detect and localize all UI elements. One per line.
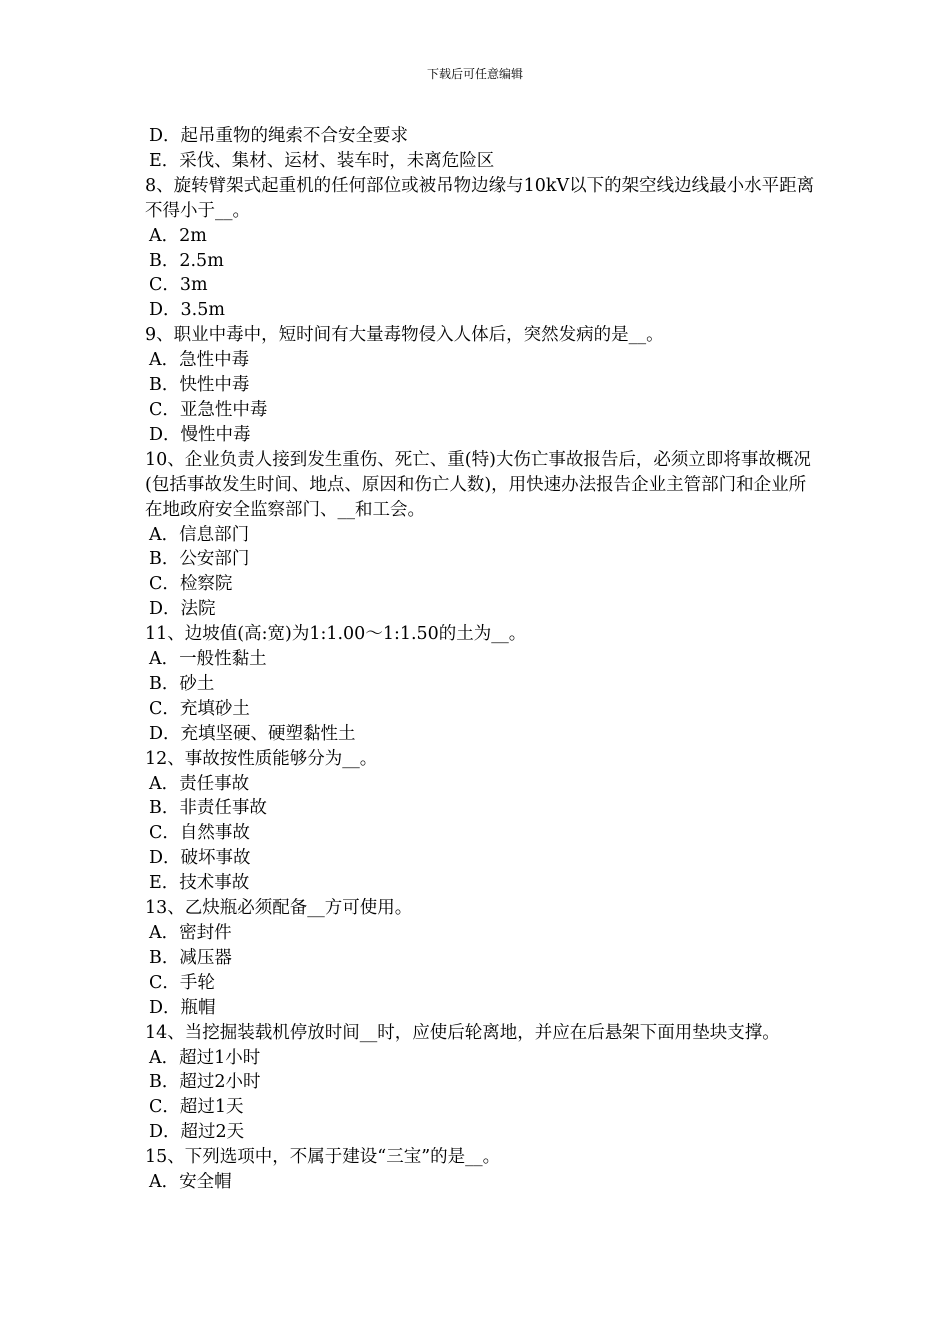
option-line: C．3m — [149, 275, 208, 296]
option-line: C．检察院 — [149, 574, 233, 595]
option-line: D．慢性中毒 — [149, 424, 251, 445]
option-line: B．砂土 — [149, 673, 215, 694]
question-line: 12、事故按性质能够分为__。 — [145, 748, 378, 769]
option-line: D．法院 — [149, 599, 216, 620]
option-line: D．起吊重物的绳索不合安全要求 — [149, 126, 409, 146]
option-line: C．亚急性中毒 — [149, 399, 268, 420]
option-line: D．破坏事故 — [149, 848, 251, 869]
option-line: A．信息部门 — [149, 524, 250, 545]
option-line: C．手轮 — [149, 972, 215, 993]
option-line: B．公安部门 — [149, 549, 250, 570]
option-line: B．减压器 — [149, 947, 232, 968]
option-line: B．2.5m — [149, 250, 224, 271]
option-line: B．超过2小时 — [149, 1072, 261, 1093]
option-line: A．责任事故 — [149, 773, 250, 794]
question-line: 10、企业负责人接到发生重伤、死亡、重(特)大伤亡事故报告后，必须立即将事故概况(包括事故发生时间、地点、原因和伤亡人数)，用快速办法报告企业主管部门和企业所在地政府安全监察部门、__和工会。 — [145, 449, 811, 520]
question-line: 11、边坡值(高:宽)为1:1.00～1:1.50的土为__。 — [145, 624, 527, 645]
option-line: A．密封件 — [149, 923, 232, 943]
option-line: E．技术事故 — [149, 873, 250, 894]
option-line: D．超过2天 — [149, 1122, 245, 1143]
option-line: E．采伐、集材、运材、装车时，未离危险区 — [149, 150, 495, 171]
option-line: B．非责任事故 — [149, 798, 267, 819]
document-body — [145, 124, 815, 1195]
option-line: A．超过1小时 — [149, 1047, 261, 1068]
option-line: C．自然事故 — [149, 823, 250, 844]
option-line: D．3.5m — [149, 300, 225, 321]
question-line: 13、乙炔瓶必须配备__方可使用。 — [145, 898, 413, 919]
question-line: 9、职业中毒中，短时间有大量毒物侵入人体后，突然发病的是__。 — [145, 325, 664, 346]
option-line: D．充填坚硬、硬塑黏性土 — [149, 723, 356, 744]
page-header-note: 下载后可任意编辑 — [426, 67, 523, 81]
option-line: A．2m — [149, 225, 207, 246]
question-line: 15、下列选项中，不属于建设“三宝”的是__。 — [145, 1147, 501, 1168]
option-line: C．充填砂土 — [149, 698, 250, 719]
question-line: 14、当挖掘装载机停放时间__时，应使后轮离地，并应在后悬架下面用垫块支撑。 — [145, 1022, 780, 1043]
option-line: D．瓶帽 — [149, 997, 216, 1018]
option-line: A．一般性黏土 — [149, 649, 267, 670]
option-line: B．快性中毒 — [149, 375, 250, 396]
option-line: C．超过1天 — [149, 1097, 244, 1118]
question-line: 8、旋转臂架式起重机的任何部位或被吊物边缘与10kV以下的架空线边线最小水平距离不得小于__。 — [145, 175, 815, 221]
option-line: A．急性中毒 — [149, 350, 250, 371]
option-line: A．安全帽 — [149, 1172, 232, 1193]
